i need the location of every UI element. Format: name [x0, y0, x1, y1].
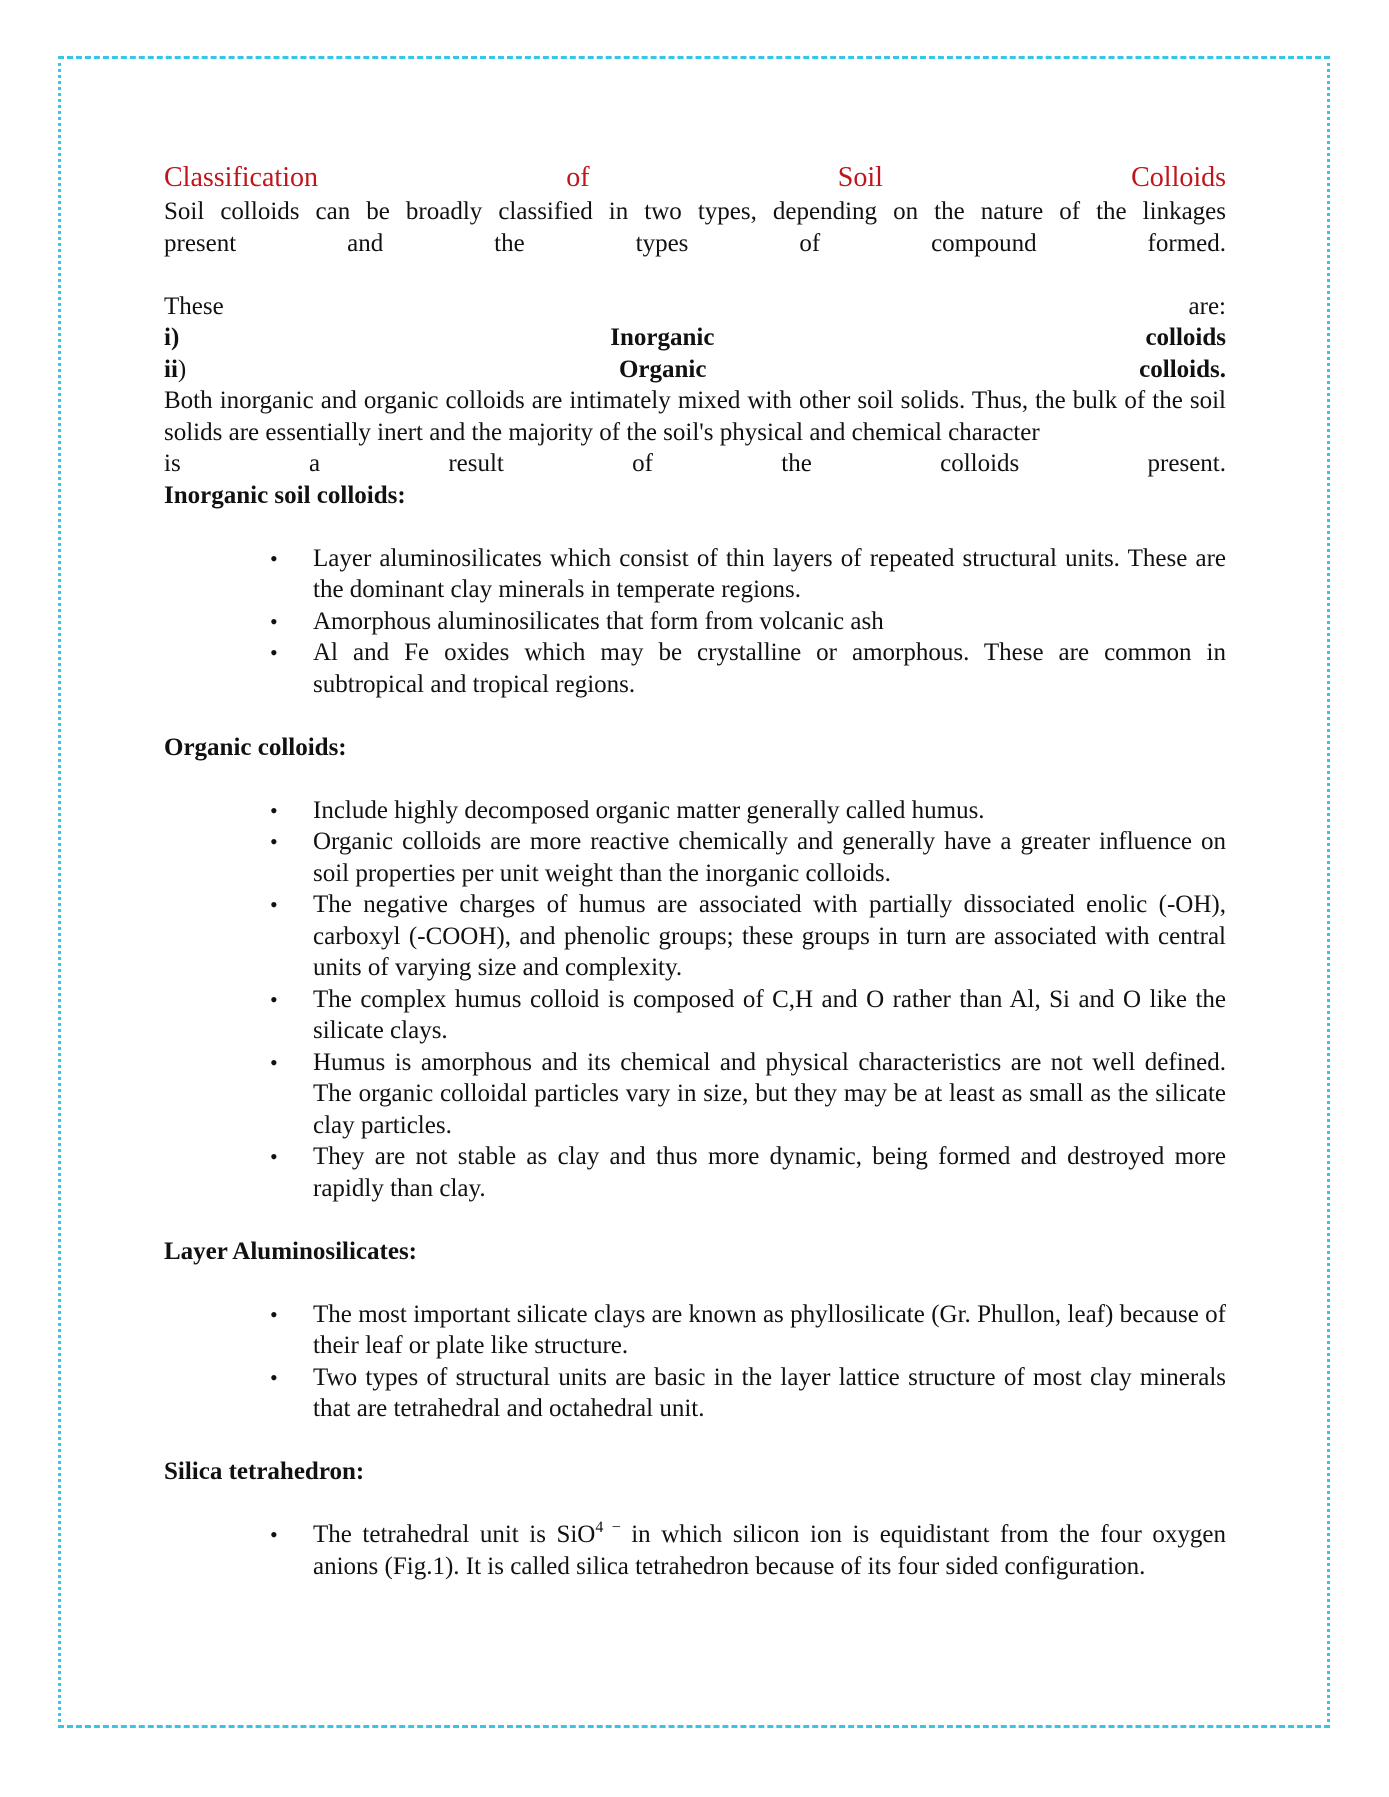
intro-line: Soil colloids can be broadly classified in two types, depending on the nature of the linkages [164, 198, 1226, 225]
bullet-icon: • [270, 545, 278, 571]
organic-list [164, 795, 1226, 1205]
bullet-icon: • [270, 1144, 278, 1169]
section-heading-inorganic: Inorganic soil colloids: [164, 481, 406, 509]
paragraph-last-line: is a result of the colloids present. [164, 450, 1226, 477]
type-name: Organic [618, 355, 707, 383]
document-body [164, 162, 1226, 1582]
list-item: • The negative charges of humus are associated with partially dissociated enolic (-OH), carboxyl (-COOH), and phenolic groups; these groups in turn are associated with central units of varying size and complexity. [270, 891, 1226, 981]
these-are-line [164, 291, 1226, 323]
paragraph: Both inorganic and organic colloids are intimately mixed with other soil solids. Thus, the bulk of the soil solids are essentially inert and the majority of the soil's physical and chemical character [164, 387, 1226, 446]
type-name: Inorganic [610, 324, 715, 351]
layer-list [164, 1299, 1226, 1425]
document-title [164, 162, 1226, 196]
bullet-icon: • [270, 986, 278, 1012]
list-item: • Organic colloids are more reactive chemically and generally have a greater influence on soil properties per unit weight than the inorganic colloids. [270, 828, 1226, 887]
type-organic-line [164, 354, 1226, 386]
bullet-icon: • [270, 1522, 278, 1547]
section-heading-layer-aluminosilicates: Layer Aluminosilicates: [164, 1237, 418, 1265]
list-item: • Amorphous aluminosilicates that form from volcanic ash [164, 606, 1226, 638]
type-number: i) [164, 324, 180, 351]
list-item: • They are not stable as clay and thus more dynamic, being formed and destroyed more rapidly than clay. [270, 1143, 1226, 1202]
list-item: • Al and Fe oxides which may be crystalline or amorphous. These are common in subtropical and tropical regions. [270, 639, 1226, 698]
list-item: • Humus is amorphous and its chemical and physical characteristics are not well defined. The organic colloidal particles vary in size, but they may be at least as small as the silicate clay particles. [270, 1048, 1226, 1139]
silica-list [164, 1519, 1226, 1582]
list-item: • Two types of structural units are basic in the layer lattice structure of most clay minerals that are tetrahedral and octahedral unit. [270, 1363, 1226, 1422]
list-item: • Layer aluminosilicates which consist of thin layers of repeated structural units. These are the dominant clay minerals in temperate regions. [270, 544, 1226, 603]
title-word: Colloids [1131, 162, 1227, 193]
bullet-icon: • [270, 640, 278, 665]
type-word: colloids [1145, 324, 1227, 351]
bullet-icon: • [270, 608, 278, 634]
section-heading-organic: Organic colloids: [164, 733, 347, 761]
bullet-icon: • [270, 1364, 278, 1390]
list-item: • Include highly decomposed organic matter generally called humus. [164, 795, 1226, 827]
type-word: colloids. [1139, 355, 1226, 383]
title-word: Soil [837, 162, 883, 193]
superscript-charge: 4 − [595, 1519, 621, 1536]
inorganic-list [164, 543, 1226, 701]
bullet-icon: • [270, 1301, 278, 1327]
bullet-icon: • [270, 829, 278, 854]
these-text: These [164, 292, 224, 320]
bullet-icon: • [270, 797, 278, 823]
title-word: Classification [164, 162, 318, 193]
bullet-icon: • [270, 1049, 278, 1075]
section-heading-silica-tetrahedron: Silica tetrahedron: [164, 1458, 365, 1485]
bullet-icon: • [270, 892, 278, 917]
list-item: • The most important silicate clays are known as phyllosilicate (Gr. Phullon, leaf) because of their leaf or plate like structure. [270, 1300, 1226, 1359]
intro-line: present and the types of compound formed. [164, 229, 1226, 257]
are-text: are: [1188, 292, 1226, 320]
list-item: • The tetrahedral unit is SiO$^{4 -}$ in which silicon ion is equidistant from the four oxygen anions (Fig.1). It is called silica tetrahedron because of its four sided configuration. [270, 1519, 1226, 1580]
list-item: • The complex humus colloid is composed of C,H and O rather than Al, Si and O like the silicate clays. [270, 985, 1226, 1044]
type-number: ii) [164, 355, 187, 383]
title-word: of [566, 162, 590, 193]
type-inorganic-line [164, 322, 1226, 354]
